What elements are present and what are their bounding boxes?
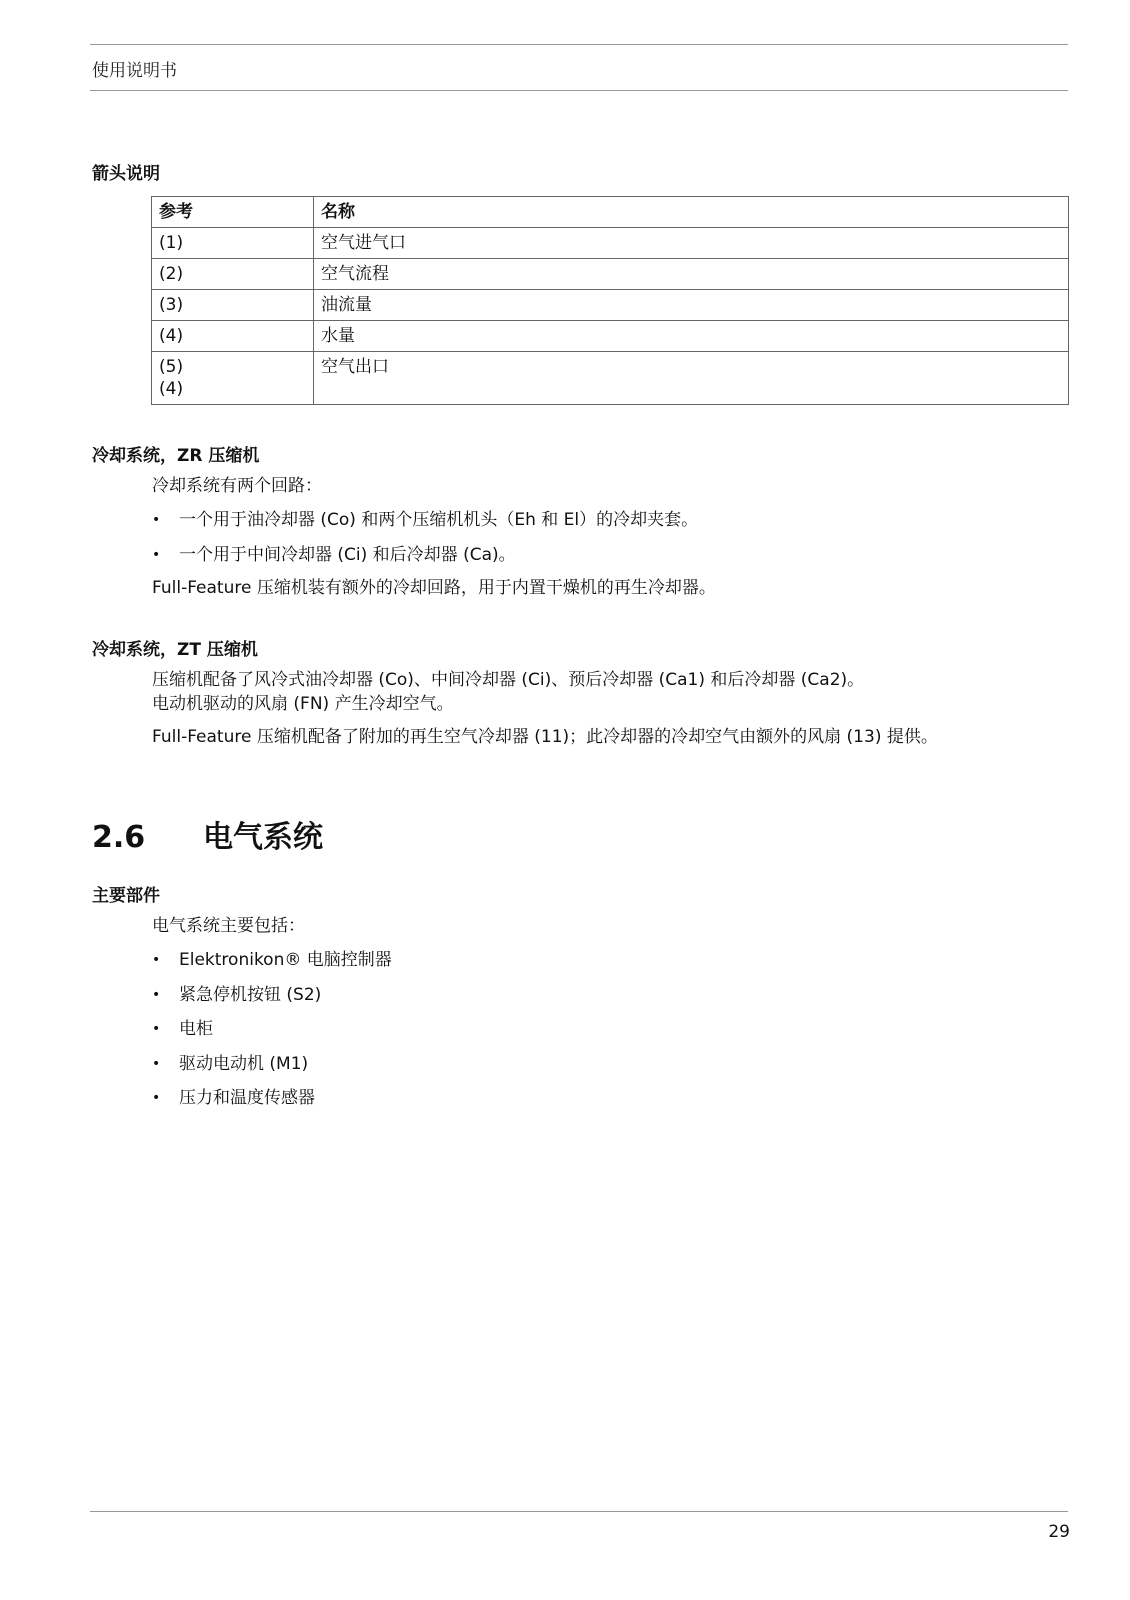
- table-cell-ref: (4): [152, 321, 314, 352]
- section-heading: [92, 812, 323, 856]
- table-cell-name: 空气流程: [314, 259, 1069, 290]
- table-cell-ref: (1): [152, 228, 314, 259]
- zr-cooling-note: Full-Feature 压缩机装有额外的冷却回路，用于内置干燥机的再生冷却器。: [152, 578, 716, 598]
- zr-cooling-intro: 冷却系统有两个回路：: [152, 476, 322, 496]
- arrows-heading: 箭头说明: [92, 164, 160, 184]
- list-item-text: 压力和温度传感器: [179, 1088, 315, 1108]
- list-item-text: 一个用于中间冷却器 (Ci) 和后冷却器 (Ca)。: [179, 544, 516, 565]
- bullet-icon: •: [152, 1090, 161, 1106]
- table-header-name: 名称: [314, 197, 1069, 228]
- table-row: [152, 290, 1069, 321]
- table-row: [152, 352, 1069, 405]
- section-number: 2.6: [92, 820, 146, 855]
- zt-cooling-heading: 冷却系统，ZT 压缩机: [92, 640, 258, 660]
- main-parts-bullet-list: [152, 948, 392, 1121]
- list-item: [152, 983, 392, 1018]
- list-item-text: 驱动电动机 (M1): [179, 1053, 309, 1074]
- table-cell-name: 水量: [314, 321, 1069, 352]
- list-item: [152, 1086, 392, 1121]
- arrow-reference-table: [151, 196, 1069, 405]
- table-cell-name: 空气出口: [314, 352, 1069, 405]
- zr-cooling-heading: 冷却系统，ZR 压缩机: [92, 446, 260, 466]
- page-number: 29: [1048, 1522, 1070, 1542]
- footer-rule: [90, 1511, 1068, 1512]
- bullet-icon: •: [152, 546, 161, 563]
- list-item: [152, 1017, 392, 1052]
- zt-cooling-note: Full-Feature 压缩机配备了附加的再生空气冷却器 (11)；此冷却器的冷却空气由额外的风扇 (13) 提供。: [152, 727, 938, 747]
- list-item: [152, 543, 698, 578]
- table-cell-ref: (3): [152, 290, 314, 321]
- list-item: [152, 508, 698, 543]
- zr-cooling-bullet-list: [152, 508, 698, 577]
- bullet-icon: •: [152, 952, 161, 968]
- table-cell-ref: [152, 352, 314, 405]
- main-parts-intro: 电气系统主要包括：: [152, 916, 305, 936]
- header-bottom-rule: [90, 90, 1068, 91]
- table-cell-name: 油流量: [314, 290, 1069, 321]
- list-item-text: 一个用于油冷却器 (Co) 和两个压缩机机头（Eh 和 El）的冷却夹套。: [179, 510, 699, 530]
- main-parts-heading: 主要部件: [92, 886, 160, 906]
- list-item: [152, 1052, 392, 1087]
- header-top-rule: [90, 44, 1068, 45]
- table-header-row: [152, 197, 1069, 228]
- table-cell-name: 空气进气口: [314, 228, 1069, 259]
- table-cell-ref: (2): [152, 259, 314, 290]
- document-title: 使用说明书: [92, 61, 177, 81]
- bullet-icon: •: [152, 1021, 161, 1037]
- table-cell-ref-line: (5): [159, 357, 184, 377]
- list-item-text: Elektronikon® 电脑控制器: [179, 950, 392, 970]
- bullet-icon: •: [152, 986, 161, 1003]
- table-row: [152, 321, 1069, 352]
- table-row: [152, 259, 1069, 290]
- bullet-icon: •: [152, 1055, 161, 1072]
- zt-cooling-line-2: 电动机驱动的风扇 (FN) 产生冷却空气。: [152, 694, 454, 714]
- section-title: 电气系统: [203, 820, 323, 855]
- zt-cooling-line-1: 压缩机配备了风冷式油冷却器 (Co)、中间冷却器 (Ci)、预后冷却器 (Ca1) 和后冷却器 (Ca2)。: [152, 670, 865, 690]
- list-item: [152, 948, 392, 983]
- bullet-icon: •: [152, 512, 161, 528]
- table-header-ref: 参考: [152, 197, 314, 228]
- table-cell-ref-line: (4): [159, 379, 184, 399]
- list-item-text: 电柜: [179, 1019, 213, 1039]
- list-item-text: 紧急停机按钮 (S2): [179, 984, 322, 1005]
- table-row: [152, 228, 1069, 259]
